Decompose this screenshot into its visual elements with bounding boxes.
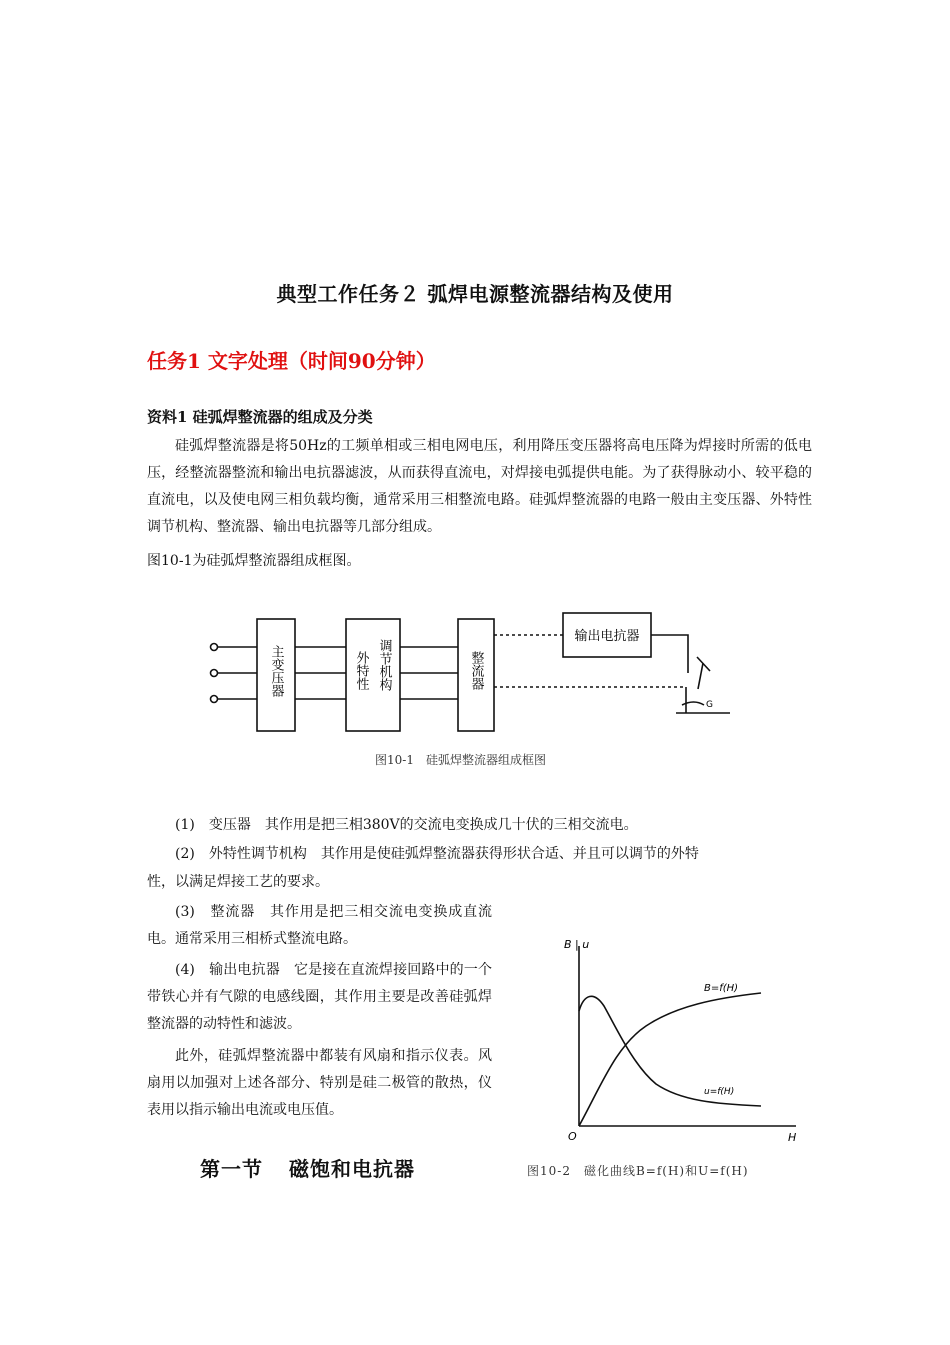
task-title: 任务1 文字处理（时间90分钟）	[147, 349, 436, 373]
item-4: (4) 输出电抗器 它是接在直流焊接回路中的一个带铁心并有气隙的电感线圈，其作用主要是改善硅弧焊整流器的动特性和滤波。	[147, 962, 492, 1032]
item-3: (3) 整流器 其作用是把三相交流电变换成直流电。通常采用三相桥式整流电路。	[147, 904, 492, 947]
resource-title: 资料1 硅弧焊整流器的组成及分类	[147, 408, 373, 426]
input-terminals	[211, 644, 218, 703]
origin-label: O	[568, 1130, 577, 1143]
regulator-left-label: 外特性	[353, 651, 369, 690]
figure2-caption: 图10-2 磁化曲线B=f(H)和U=f(H)	[527, 1164, 749, 1178]
regulator-right-label: 调节机构	[376, 639, 392, 691]
curve-b-label: B=f(H)	[704, 983, 739, 994]
section-number: 第一节	[200, 1157, 263, 1181]
intro-paragraph: 硅弧焊整流器是将50Hz的工频单相或三相电网电压，利用降压变压器将高电压降为焊接时所需的低电压，经整流器整流和输出电抗器滤波，从而获得直流电，对焊接电弧提供电能。为了获得脉动小、较平稳的直流电，以及使电网三相负载均衡，通常采用三相整流电路。硅弧焊整流器的电路一般由主变压器、外特性调节机构、整流器、输出电抗器等几部分组成。	[147, 438, 812, 535]
document-title: 典型工作任务２ 弧焊电源整流器结构及使用	[276, 282, 674, 306]
curve-u-label: u=f(H)	[704, 1087, 735, 1097]
item-1: (1) 变压器 其作用是把三相380V的交流电变换成几十伏的三相交流电。	[175, 817, 638, 833]
magnetization-curve-figure	[556, 936, 806, 1148]
item-2-line-2: 性，以满足焊接工艺的要求。	[147, 874, 329, 890]
figure1-caption: 图10-1 硅弧焊整流器组成框图	[375, 753, 546, 767]
reactor-label: 输出电抗器	[574, 629, 640, 644]
transformer-label: 主变压器	[268, 645, 284, 697]
section-name: 磁饱和电抗器	[289, 1157, 415, 1181]
item-2-line-1: (2) 外特性调节机构 其作用是使硅弧焊整流器获得形状合适、并且可以调节的外特	[175, 846, 699, 862]
y-axis-label: B | u	[564, 938, 590, 951]
arc-label: G	[706, 700, 713, 710]
rectifier-label: 整流器	[468, 651, 484, 690]
block-diagram-figure	[200, 605, 740, 735]
section-title	[200, 1153, 441, 1182]
extra-paragraph: 此外，硅弧焊整流器中都装有风扇和指示仪表。风扇用以加强对上述各部分、特别是硅二极管的散热，仪表用以指示输出电流或电压值。	[147, 1048, 492, 1118]
figure-reference-line: 图10-1为硅弧焊整流器组成框图。	[147, 553, 361, 569]
curve-b	[579, 993, 761, 1126]
x-axis-label: H	[788, 1131, 797, 1144]
